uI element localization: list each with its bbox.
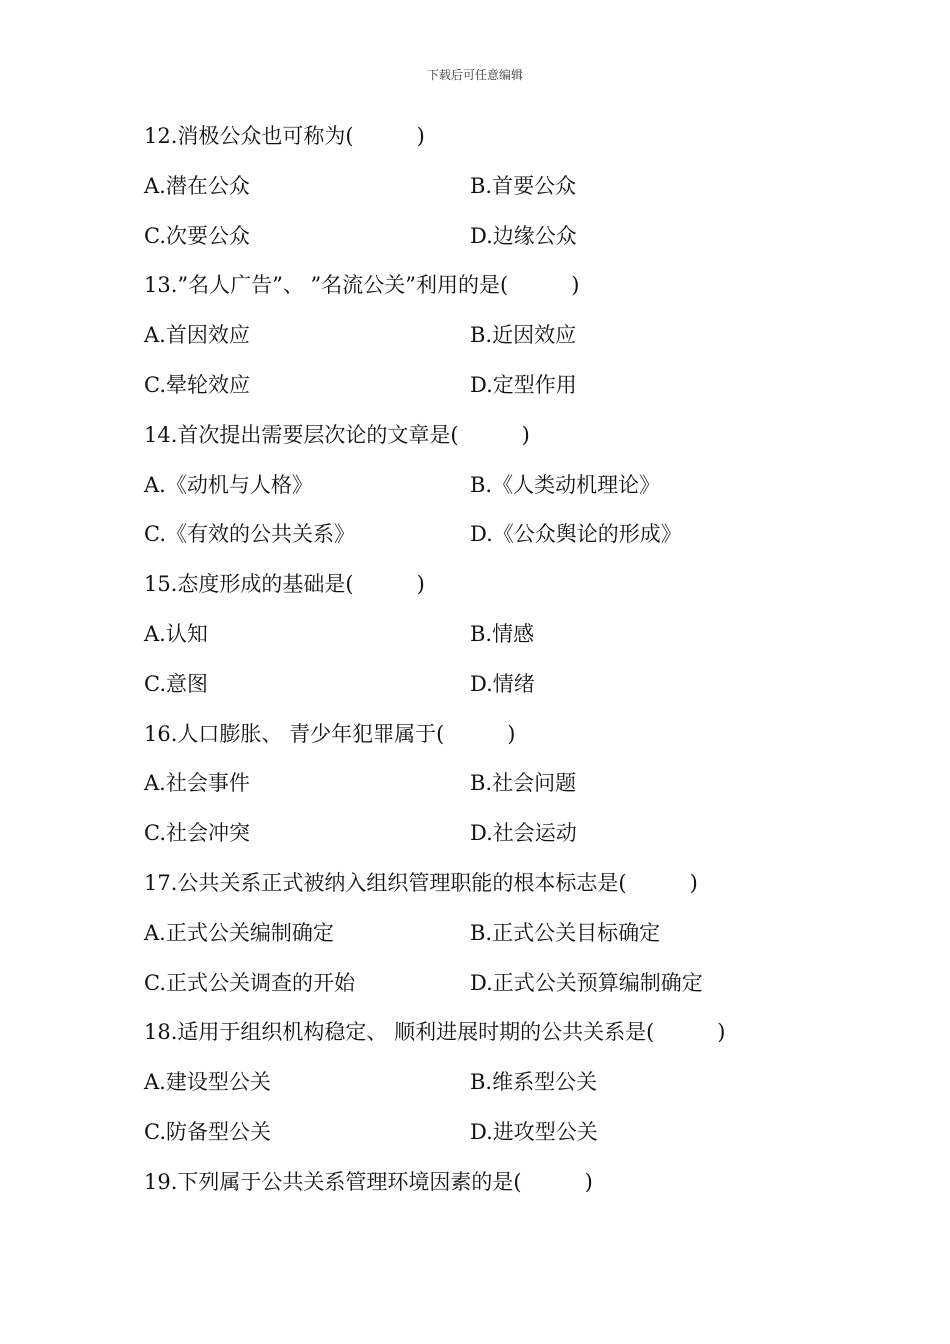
- option-d: D.社会运动: [470, 821, 577, 846]
- option-b: B.近因效应: [470, 323, 577, 348]
- question-14: [144, 411, 864, 560]
- option-row: [144, 162, 864, 212]
- option-a: A.潜在公众: [144, 173, 250, 198]
- option-d: D.边缘公众: [470, 223, 577, 248]
- option-c: C.正式公关调查的开始: [144, 970, 355, 995]
- question-list: [144, 112, 864, 1208]
- option-b: B.维系型公关: [470, 1070, 598, 1095]
- question-15: [144, 560, 864, 709]
- option-d: D.《公众舆论的形成》: [470, 522, 682, 547]
- option-d: D.情绪: [470, 671, 535, 696]
- question-stem: 15.态度形成的基础是( ): [144, 572, 425, 597]
- question-stem: 12.消极公众也可称为( ): [144, 124, 425, 148]
- option-row: [144, 1108, 864, 1158]
- option-c: C.社会冲突: [144, 821, 250, 846]
- option-row: [144, 610, 864, 660]
- question-stem: 13.”名人广告”、 ”名流公关”利用的是( ): [144, 273, 580, 298]
- option-c: C.防备型公关: [144, 1119, 271, 1144]
- question-19: [144, 1158, 864, 1208]
- option-b: B.正式公关目标确定: [470, 920, 661, 945]
- option-c: C.意图: [144, 671, 208, 696]
- option-row: [144, 311, 864, 361]
- option-a: A.社会事件: [144, 771, 250, 796]
- option-b: B.《人类动机理论》: [470, 472, 661, 497]
- option-d: D.正式公关预算编制确定: [470, 970, 703, 995]
- option-b: B.情感: [470, 621, 535, 646]
- option-a: A.《动机与人格》: [144, 472, 313, 497]
- option-row: [144, 461, 864, 511]
- option-d: D.进攻型公关: [470, 1119, 598, 1144]
- page-header: 下载后可任意编辑: [426, 68, 523, 82]
- option-row: [144, 959, 864, 1009]
- option-row: [144, 809, 864, 859]
- option-a: A.建设型公关: [144, 1070, 271, 1095]
- option-b: B.社会问题: [470, 771, 577, 796]
- option-c: C.晕轮效应: [144, 372, 250, 397]
- option-row: [144, 361, 864, 411]
- option-row: [144, 660, 864, 710]
- question-12: [144, 112, 864, 261]
- option-c: C.《有效的公共关系》: [144, 522, 355, 547]
- option-row: [144, 909, 864, 959]
- option-row: [144, 510, 864, 560]
- question-17: [144, 859, 864, 1008]
- question-stem: 16.人口膨胀、 青少年犯罪属于( ): [144, 721, 516, 746]
- question-16: [144, 710, 864, 859]
- option-row: [144, 1058, 864, 1108]
- option-a: A.首因效应: [144, 323, 250, 348]
- question-13: [144, 261, 864, 410]
- question-stem: 19.下列属于公共关系管理环境因素的是( ): [144, 1169, 593, 1194]
- option-row: [144, 759, 864, 809]
- question-stem: 18.适用于组织机构稳定、 顺利进展时期的公共关系是( ): [144, 1020, 726, 1045]
- option-a: A.认知: [144, 621, 208, 646]
- question-18: [144, 1008, 864, 1157]
- option-d: D.定型作用: [470, 372, 577, 397]
- option-a: A.正式公关编制确定: [144, 920, 334, 945]
- option-c: C.次要公众: [144, 223, 250, 248]
- question-stem: 17.公共关系正式被纳入组织管理职能的根本标志是( ): [144, 870, 698, 895]
- question-stem: 14.首次提出需要层次论的文章是( ): [144, 422, 530, 447]
- option-row: [144, 212, 864, 262]
- option-b: B.首要公众: [470, 173, 577, 198]
